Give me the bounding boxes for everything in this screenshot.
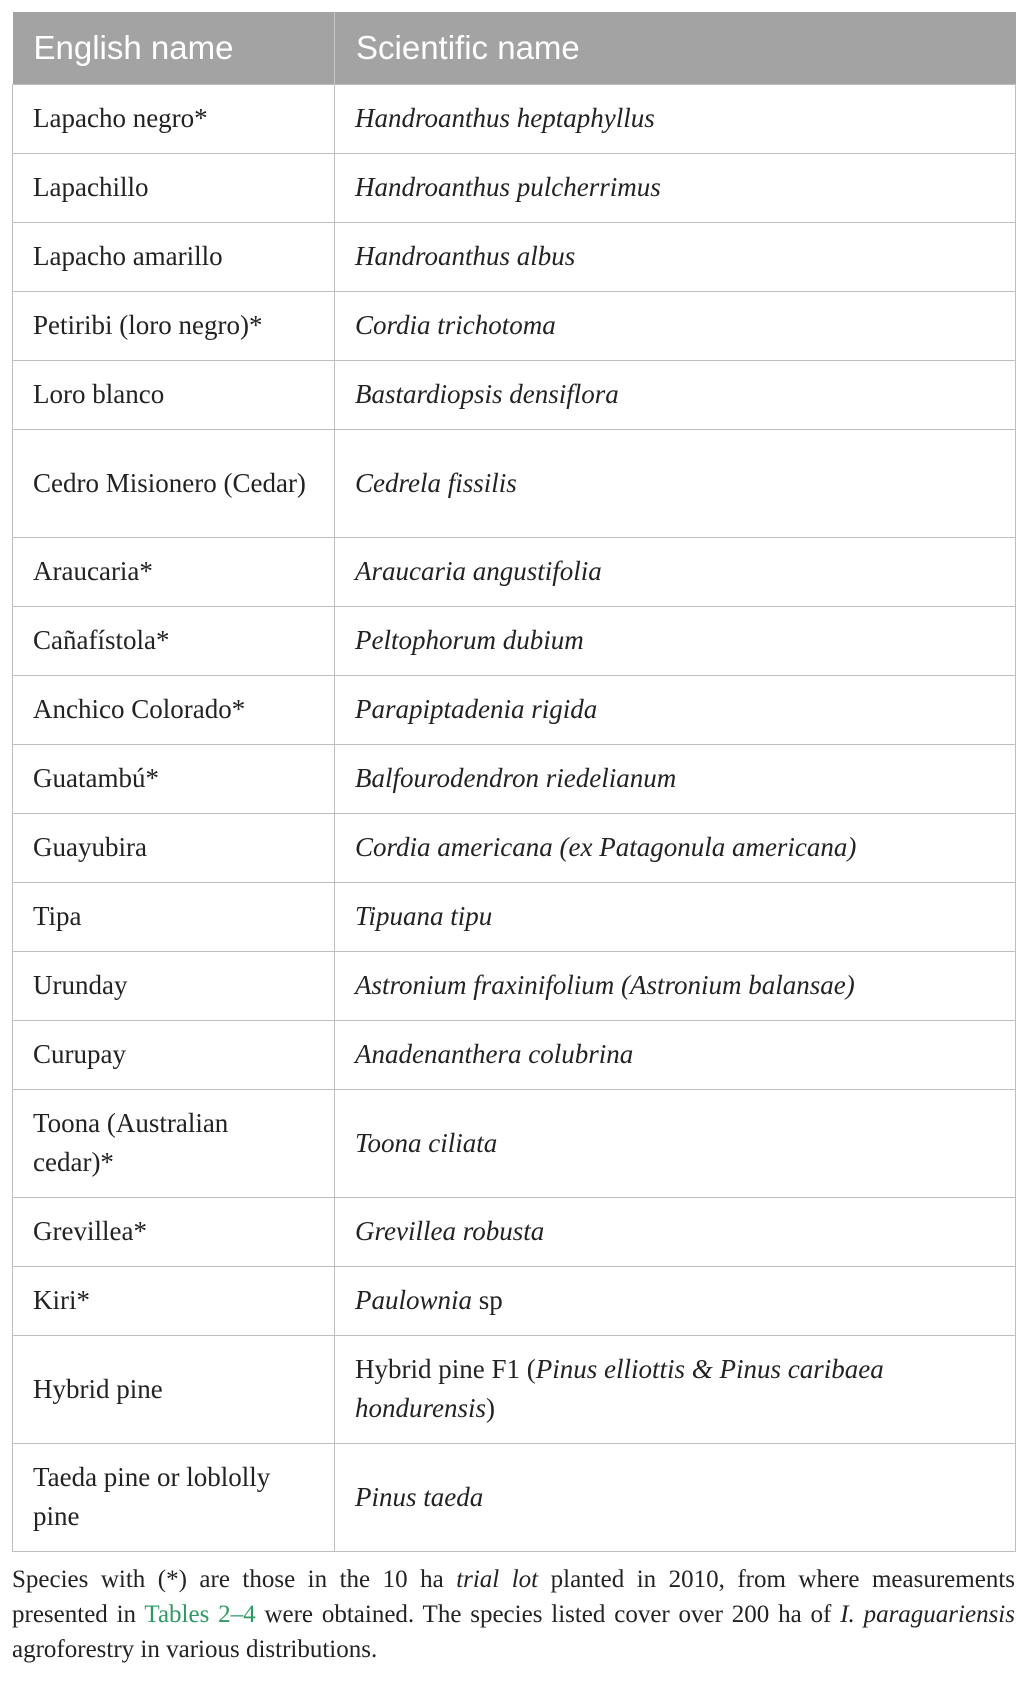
table-row: [13, 84, 1016, 153]
footnote-species: I. paraguariensis: [840, 1600, 1015, 1628]
english-name-cell: Loro blanco: [13, 360, 335, 429]
scientific-name-cell: Tipuana tipu: [335, 882, 1016, 951]
english-name-cell: Anchico Colorado*: [13, 675, 335, 744]
table-row: [13, 675, 1016, 744]
scientific-italic-part: Pinus elliottis & Pinus caribaea hondurensis: [355, 1354, 884, 1423]
species-table: [12, 12, 1016, 1552]
english-name-cell: Guayubira: [13, 813, 335, 882]
table-row: [13, 360, 1016, 429]
scientific-name-cell: Cordia americana (ex Patagonula americana): [335, 813, 1016, 882]
english-name-cell: Curupay: [13, 1020, 335, 1089]
scientific-name-cell: Grevillea robusta: [335, 1197, 1016, 1266]
english-name-cell: Urunday: [13, 951, 335, 1020]
english-name-cell: Petiribi (loro negro)*: [13, 291, 335, 360]
footnote-text: planted in 2010, from where measurements presented in: [12, 1565, 1015, 1628]
scientific-name-cell: Toona ciliata: [335, 1089, 1016, 1197]
scientific-suffix: sp: [472, 1285, 503, 1315]
scientific-name-cell: Balfourodendron riedelianum: [335, 744, 1016, 813]
english-name-cell: Kiri*: [13, 1266, 335, 1335]
tables-link[interactable]: Tables 2–4: [144, 1600, 256, 1628]
english-name-cell: Cañafístola*: [13, 606, 335, 675]
english-name-cell: Hybrid pine: [13, 1335, 335, 1443]
scientific-name-cell: Handroanthus pulcherrimus: [335, 153, 1016, 222]
table-row: [13, 291, 1016, 360]
table-row: [13, 429, 1016, 537]
footnote-text: Species with (*) are those in the 10 ha: [12, 1565, 457, 1593]
scientific-name-cell: Anadenanthera colubrina: [335, 1020, 1016, 1089]
english-name-cell: Toona (Australian cedar)*: [13, 1089, 335, 1197]
scientific-name-cell: Handroanthus albus: [335, 222, 1016, 291]
scientific-name-cell: [335, 1335, 1016, 1443]
scientific-name-cell: Astronium fraxinifolium (Astronium balansae): [335, 951, 1016, 1020]
scientific-name-cell: Araucaria angustifolia: [335, 537, 1016, 606]
scientific-prefix: Hybrid pine F1 (: [355, 1354, 536, 1384]
table-row: [13, 951, 1016, 1020]
table-row: [13, 606, 1016, 675]
scientific-genus: Paulownia: [355, 1285, 473, 1315]
table-row: [13, 1020, 1016, 1089]
scientific-name-cell: Cordia trichotoma: [335, 291, 1016, 360]
english-name-cell: Grevillea*: [13, 1197, 335, 1266]
scientific-name-cell: [335, 1266, 1016, 1335]
english-name-cell: Tipa: [13, 882, 335, 951]
scientific-name-cell: Peltophorum dubium: [335, 606, 1016, 675]
table-row: [13, 813, 1016, 882]
table-row: [13, 882, 1016, 951]
table-row: [13, 537, 1016, 606]
scientific-name-cell: Pinus taeda: [335, 1443, 1016, 1551]
scientific-name-cell: Parapiptadenia rigida: [335, 675, 1016, 744]
table-row: [13, 1089, 1016, 1197]
english-name-cell: Lapachillo: [13, 153, 335, 222]
table-row: [13, 222, 1016, 291]
footnote-trial-lot: trial lot: [456, 1565, 539, 1593]
table-row: [13, 744, 1016, 813]
footnote-text: were obtained. The species listed cover over 200 ha of: [255, 1600, 841, 1628]
column-header-english: English name: [13, 12, 335, 84]
table-footnote: [12, 1562, 1015, 1667]
table-row: [13, 1197, 1016, 1266]
table-row: [13, 1266, 1016, 1335]
english-name-cell: Guatambú*: [13, 744, 335, 813]
scientific-name-cell: Bastardiopsis densiflora: [335, 360, 1016, 429]
english-name-cell: Taeda pine or loblolly pine: [13, 1443, 335, 1551]
english-name-cell: Cedro Misionero (Cedar): [13, 429, 335, 537]
column-header-scientific: Scientific name: [335, 12, 1016, 84]
table-header-row: [13, 12, 1016, 84]
scientific-name-cell: Handroanthus heptaphyllus: [335, 84, 1016, 153]
table-container: [12, 12, 1015, 1692]
english-name-cell: Araucaria*: [13, 537, 335, 606]
table-row: [13, 1443, 1016, 1551]
scientific-name-cell: Cedrela fissilis: [335, 429, 1016, 537]
scientific-suffix: ): [486, 1393, 496, 1423]
table-row: [13, 153, 1016, 222]
english-name-cell: Lapacho negro*: [13, 84, 335, 153]
english-name-cell: Lapacho amarillo: [13, 222, 335, 291]
footnote-text: agroforestry in various distributions.: [12, 1635, 378, 1663]
table-row: [13, 1335, 1016, 1443]
